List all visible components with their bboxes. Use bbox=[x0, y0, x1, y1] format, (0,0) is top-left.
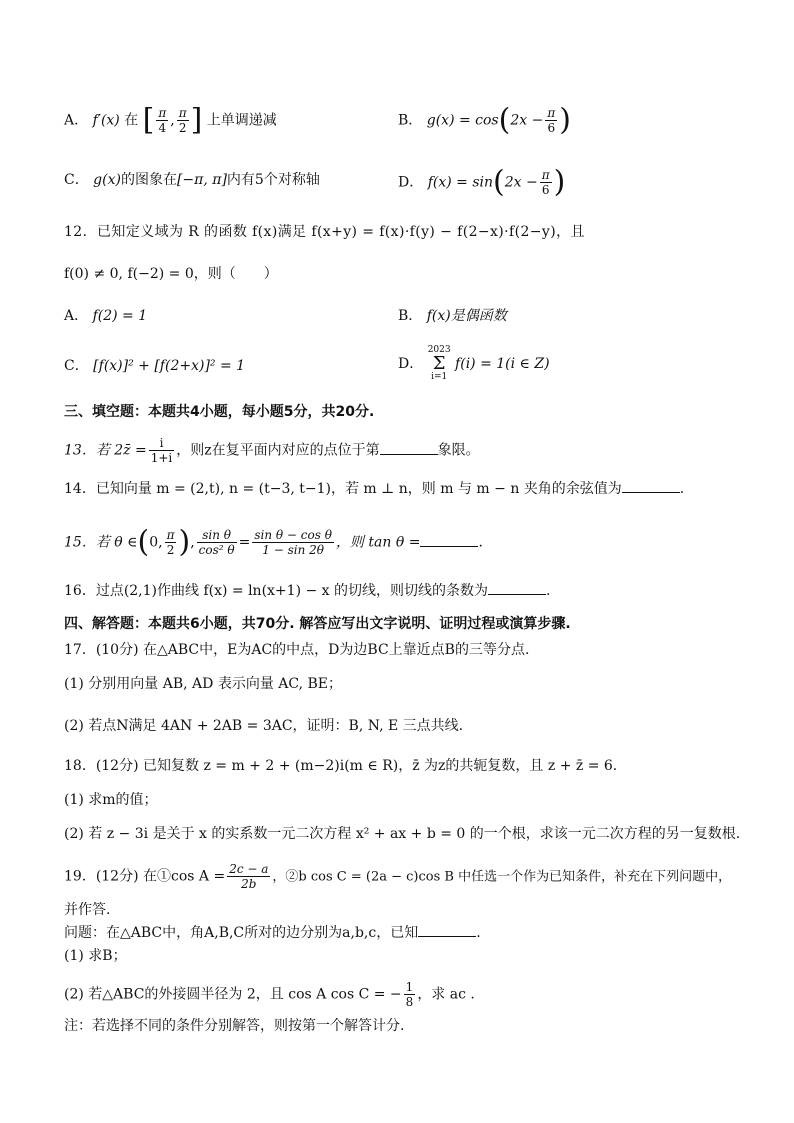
numerator: π bbox=[166, 528, 175, 542]
q17-stem: 17．(10分) 在△ABC中，E为AC的中点，D为边BC上靠近点B的三等分点. bbox=[64, 642, 530, 658]
section-4-title: 四、解答题：本题共6小题，共70分. 解答应写出文字说明、证明过程或演算步骤. bbox=[64, 616, 571, 632]
text: ，则z在复平面内对应的点位于第 bbox=[176, 442, 380, 459]
q11-option-c bbox=[64, 170, 320, 190]
q13 bbox=[64, 436, 480, 465]
equals-sign: = bbox=[238, 534, 251, 551]
q11-option-d bbox=[398, 164, 566, 200]
math-expr: g(x) bbox=[93, 172, 121, 188]
section-3-title: 三、填空题：本题共4小题，每小题5分，共20分. bbox=[64, 404, 375, 420]
sum-lower-limit: i=1 bbox=[431, 372, 448, 382]
text: ，求 ac . bbox=[417, 986, 475, 1003]
fraction bbox=[156, 106, 168, 135]
q18-part1: (1) 求m的值； bbox=[64, 792, 158, 808]
q19-stem-line2: 并作答. bbox=[64, 902, 111, 918]
text: 上单调递减 bbox=[206, 112, 277, 129]
fraction bbox=[545, 106, 557, 135]
text: (2) 若△ABC的外接圆半径为 2，且 cos A cos C = − bbox=[64, 986, 402, 1003]
fraction bbox=[252, 528, 334, 557]
left-paren: ( bbox=[137, 524, 150, 560]
math-expr: f′(x) bbox=[92, 112, 120, 129]
q16-text: 16．过点(2,1)作曲线 f(x) = ln(x+1) − x 的切线，则切线的条数为 bbox=[64, 583, 489, 599]
denominator: 1 − sin 2θ bbox=[262, 543, 324, 557]
numerator: 2c − a bbox=[229, 862, 269, 876]
right-paren: ) bbox=[559, 102, 571, 138]
q15: 15．若 θ ∈(0, $\frac{\pi}{2}$ ), $\frac{\text{sin θ}}{\text{cos² θ}}$ = $\frac{\text{sin θ − cos θ}}{1 - \sin 2\theta}$ ，则 tan θ = . bbox=[64, 524, 483, 560]
q11-option-a: A． f′(x) 在 [ $\frac{\pi}{4}$ , $\frac{\pi}{2}$ ] 上单调递减 bbox=[64, 102, 277, 138]
fraction bbox=[227, 862, 270, 891]
math-expr: f(x) = sin bbox=[427, 174, 493, 191]
option-label: A． bbox=[64, 112, 89, 129]
fraction bbox=[540, 168, 552, 197]
numerator: π bbox=[541, 168, 550, 182]
answer-blank bbox=[622, 478, 680, 493]
denominator: 6 bbox=[541, 183, 550, 197]
left-bracket: [ bbox=[142, 102, 155, 138]
text: 在 bbox=[124, 112, 139, 129]
q11-option-b bbox=[398, 102, 571, 138]
text: 内有5个对称轴 bbox=[226, 172, 320, 188]
q12-option-b bbox=[398, 306, 507, 326]
q12-stem-line1: 12．已知定义域为 R 的函数 f(x)满足 f(x+y) = f(x)·f(y) − f(2−x)·f(2−y)，且 bbox=[64, 224, 585, 240]
denominator: 2 bbox=[166, 543, 175, 557]
option-label: B． bbox=[398, 308, 423, 324]
math-expr: ，则 tan θ = bbox=[335, 534, 421, 551]
answer-blank bbox=[418, 922, 476, 937]
text: . bbox=[546, 583, 551, 599]
fraction bbox=[149, 436, 175, 465]
math-expr: g(x) = cos bbox=[426, 112, 499, 129]
sigma-icon: Σ bbox=[432, 353, 446, 374]
numerator: 1 bbox=[405, 980, 414, 994]
math-expr: 2x − bbox=[510, 112, 544, 129]
math-expr: 13．若 2z̄ = bbox=[64, 442, 147, 459]
text: ，②b cos C = (2a − c)cos B 中任选一个作为已知条件，补充在下列问题中， bbox=[272, 869, 732, 885]
option-label: C． bbox=[64, 358, 89, 374]
q19-stem bbox=[64, 862, 731, 891]
text: . bbox=[478, 534, 483, 551]
answer-blank bbox=[488, 580, 546, 595]
q14-text: 14．已知向量 m = (2,t), n = (t−3, t−1)，若 m ⊥ n，则 m 与 m − n 夹角的余弦值为 bbox=[64, 481, 622, 497]
text: 19．(12分) 在①cos A = bbox=[64, 868, 226, 885]
q12-stem-line2: f(0) ≠ 0, f(−2) = 0，则（ ） bbox=[64, 266, 278, 282]
math-expr: 2x − bbox=[504, 174, 538, 191]
q19-problem bbox=[64, 922, 481, 943]
math-expr: f(2) = 1 bbox=[92, 308, 148, 324]
numerator: i bbox=[149, 436, 175, 451]
sum-upper-limit: 2023 bbox=[427, 345, 451, 355]
denominator: cos² θ bbox=[198, 543, 235, 557]
q18-part2: (2) 若 z − 3i 是关于 x 的实系数一元二次方程 x² + ax + b = 0 的一个根，求该一元二次方程的另一复数根. bbox=[64, 826, 741, 842]
denominator: 1+i bbox=[150, 451, 173, 465]
math-expr: f(x)是偶函数 bbox=[426, 308, 507, 324]
fraction bbox=[177, 106, 189, 135]
right-paren: ) bbox=[553, 164, 566, 200]
option-label: C． bbox=[64, 172, 89, 188]
fraction bbox=[165, 528, 177, 557]
summation bbox=[428, 346, 451, 382]
text: 的图象在 bbox=[120, 172, 177, 188]
q12-option-a bbox=[64, 306, 147, 326]
left-paren: ( bbox=[493, 164, 505, 200]
numerator: π bbox=[547, 106, 556, 120]
denominator: 2 bbox=[178, 121, 187, 135]
denominator: 2b bbox=[241, 877, 257, 891]
q12-option-c bbox=[64, 356, 245, 376]
q14 bbox=[64, 478, 684, 499]
math-expr: 15．若 θ ∈ bbox=[64, 534, 138, 551]
numerator: sin θ bbox=[197, 528, 237, 543]
denominator: 6 bbox=[547, 121, 556, 135]
answer-blank bbox=[380, 440, 438, 455]
text: 问题：在△ABC中，角A,B,C所对的边分别为a,b,c，已知 bbox=[64, 925, 419, 941]
fraction bbox=[404, 980, 416, 1009]
math-expr: [−π, π] bbox=[176, 172, 227, 188]
q18-stem: 18．(12分) 已知复数 z = m + 2 + (m−2)i(m ∈ R)，z̄ 为z的共轭复数，且 z + z̄ = 6. bbox=[64, 758, 618, 774]
math-expr: f(i) = 1(i ∈ Z) bbox=[455, 356, 550, 372]
q19-part2 bbox=[64, 980, 475, 1009]
option-label: D． bbox=[398, 356, 424, 372]
text: 象限。 bbox=[437, 442, 480, 459]
answer-blank bbox=[420, 532, 478, 547]
denominator: 8 bbox=[405, 995, 414, 1009]
left-paren: ( bbox=[498, 102, 511, 138]
option-label: B． bbox=[398, 112, 423, 129]
q17-part1: (1) 分别用向量 AB, AD 表示向量 AC, BE； bbox=[64, 676, 342, 692]
q16 bbox=[64, 580, 550, 601]
q17-part2: (2) 若点N满足 4AN + 2AB = 3AC，证明：B, N, E 三点共线. bbox=[64, 718, 464, 734]
q19-part1: (1) 求B； bbox=[64, 948, 127, 964]
right-paren: ) bbox=[178, 524, 191, 560]
numerator: sin θ − cos θ bbox=[254, 528, 332, 542]
denominator: 4 bbox=[158, 121, 167, 135]
math-expr: [f(x)]² + [f(2+x)]² = 1 bbox=[93, 358, 246, 374]
text: . bbox=[476, 925, 481, 941]
text: . bbox=[679, 481, 685, 497]
option-label: D． bbox=[398, 174, 424, 191]
option-label: A． bbox=[64, 308, 89, 324]
q12-option-d bbox=[398, 346, 550, 382]
numerator: π bbox=[178, 106, 187, 120]
right-bracket: ] bbox=[190, 102, 203, 138]
q19-note: 注：若选择不同的条件分别解答，则按第一个解答计分. bbox=[64, 1018, 405, 1034]
fraction bbox=[197, 528, 237, 557]
numerator: π bbox=[158, 106, 167, 120]
